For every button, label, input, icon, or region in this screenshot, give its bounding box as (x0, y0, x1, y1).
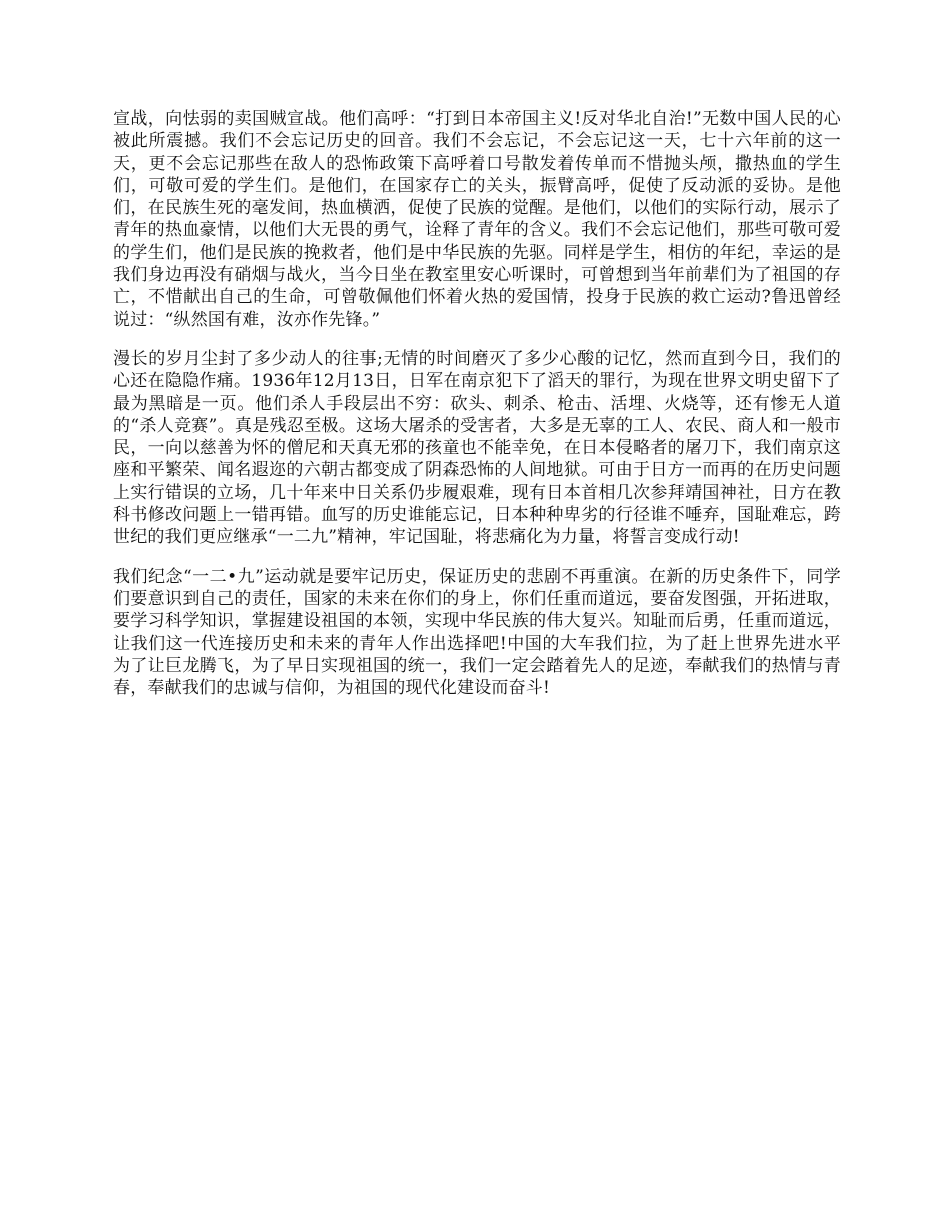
paragraph-1: 宣战，向怯弱的卖国贼宣战。他们高呼：“打到日本帝国主义!反对华北自治!”无数中国人民的心被此所震撼。我们不会忘记历史的回音。我们不会忘记，不会忘记这一天，七十六年前的这一天，更不会忘记那些在敌人的恐怖政策下高呼着口号散发着传单而不惜抛头颅，撒热血的学生们，可敬可爱的学生们。是他们，在国家存亡的关头，振臂高呼，促使了反动派的妥协。是他们，在民族生死的毫发间，热血横洒，促使了民族的觉醒。是他们，以他们的实际行动，展示了青年的热血豪情，以他们大无畏的勇气，诠释了青年的含义。我们不会忘记他们，那些可敬可爱的学生们，他们是民族的挽救者，他们是中华民族的先驱。同样是学生，相仿的年纪，幸运的是我们身边再没有硝烟与战火，当今日坐在教室里安心听课时，可曾想到当年前辈们为了祖国的存亡，不惜献出自己的生命，可曾敬佩他们怀着火热的爱国情，投身于民族的救亡运动?鲁迅曾经说过：“纵然国有难，汝亦作先锋。” (113, 109, 841, 330)
paragraph-3: 我们纪念“一二•九”运动就是要牢记历史，保证历史的悲剧不再重演。在新的历史条件下，同学们要意识到自己的责任，国家的未来在你们的身上，你们任重而道远，要奋发图强，开拓进取，要学习科学知识，掌握建设祖国的本领，实现中华民族的伟大复兴。知耻而后勇，任重而道远，让我们这一代连接历史和未来的青年人作出选择吧!中国的大车我们拉，为了赶上世界先进水平为了让巨龙腾飞，为了早日实现祖国的统一，我们一定会踏着先人的足迹，奉献我们的热情与青春，奉献我们的忠诚与信仰，为祖国的现代化建设而奋斗! (113, 566, 841, 699)
document-page (113, 108, 841, 716)
paragraph-2: 漫长的岁月尘封了多少动人的往事;无情的时间磨灭了多少心酸的记忆，然而直到今日，我们的心还在隐隐作痛。1936年12月13日，日军在南京犯下了滔天的罪行，为现在世界文明史留下了最为黑暗是一页。他们杀人手段层出不穷：砍头、刺杀、枪击、活埋、火烧等，还有惨无人道的“杀人竞赛”。真是残忍至极。这场大屠杀的受害者，大多是无辜的工人、农民、商人和一般市民，一向以慈善为怀的僧尼和天真无邪的孩童也不能幸免，在日本侵略者的屠刀下，我们南京这座和平繁荣、闻名遐迩的六朝古都变成了阴森恐怖的人间地狱。可由于日方一而再的在历史问题上实行错误的立场，几十年来中日关系仍步履艰难，现有日本首相几次参拜靖国神社，日方在教科书修改问题上一错再错。血写的历史谁能忘记，日本种种卑劣的行径谁不唾弃，国耻难忘，跨世纪的我们更应继承“一二九”精神，牢记国耻，将悲痛化为力量，将誓言变成行动! (113, 348, 841, 548)
